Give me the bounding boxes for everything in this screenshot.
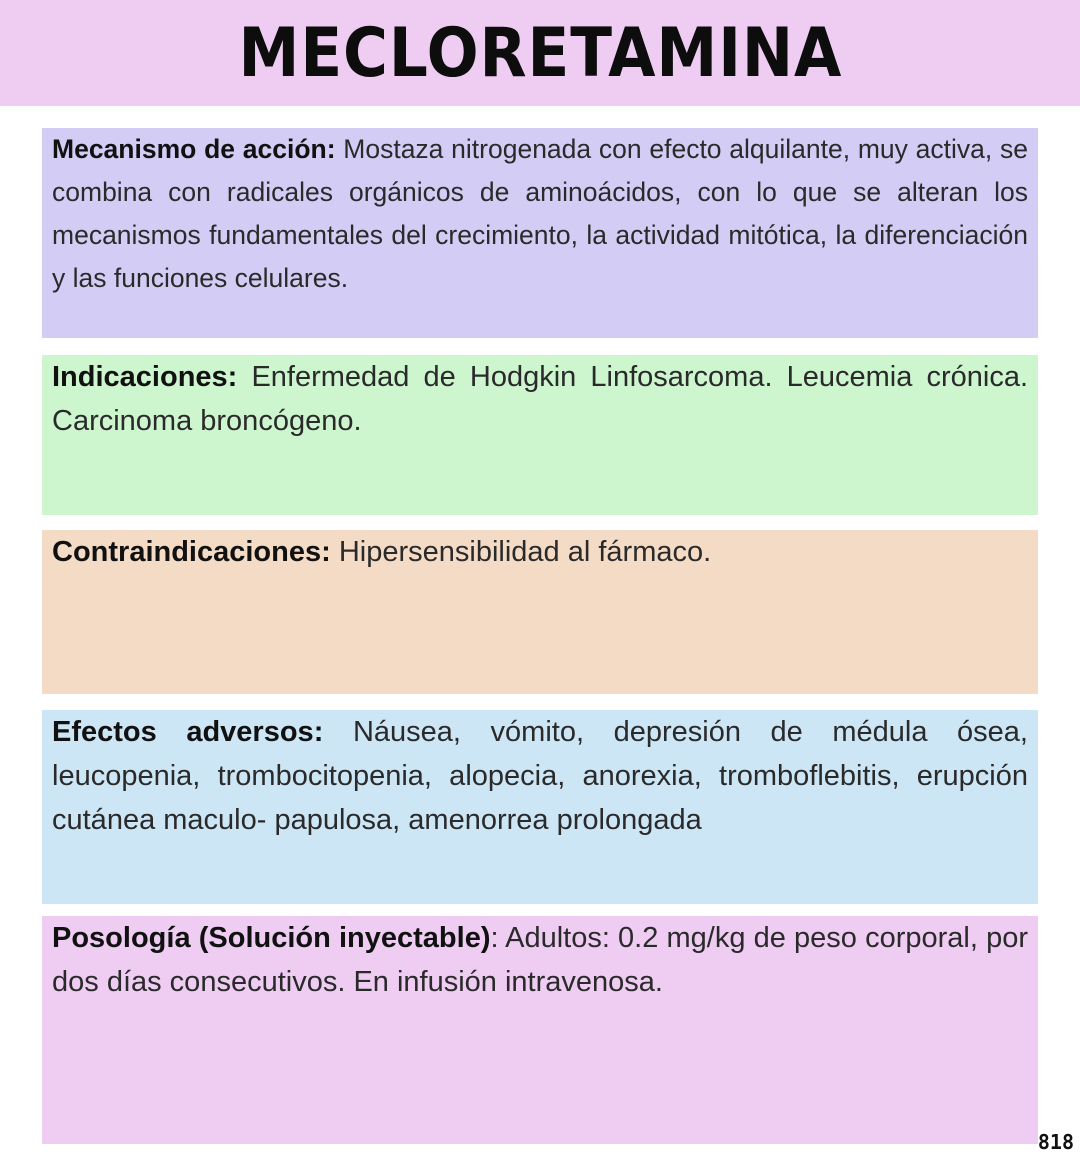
- mecanismo-section: [42, 128, 1038, 338]
- page-title: MECLORETAMINA: [238, 13, 842, 93]
- indicaciones-section: [42, 355, 1038, 515]
- efectos-adversos-label: Efectos adversos:: [52, 716, 324, 748]
- efectos-adversos-text: Náusea, vómito, depresión de médula ósea, leucopenia, trombocitopenia, alopecia, anorexia, tromboflebitis, erupción cutánea maculo- papulosa, amenorrea prolongada: [52, 716, 1028, 836]
- contraindicaciones-section: [42, 530, 1038, 694]
- contraindicaciones-text: Hipersensibilidad al fármaco.: [338, 536, 712, 568]
- posologia-section: [42, 916, 1038, 1144]
- mecanismo-text: Mostaza nitrogenada con efecto alquilante, muy activa, se combina con radicales orgánicos de aminoácidos, con lo que se alteran los mecanismos fundamentales del crecimiento, la actividad mitótica, la diferenciación y las funciones celulares.: [52, 134, 1028, 293]
- posologia-label: Posología (Solución inyectable): [52, 922, 491, 954]
- title-band: [0, 0, 1080, 106]
- indicaciones-text: Enfermedad de Hodgkin Linfosarcoma. Leucemia crónica. Carcinoma broncógeno.: [52, 361, 1028, 437]
- indicaciones-label: Indicaciones:: [52, 361, 238, 393]
- mecanismo-label: Mecanismo de acción:: [52, 134, 336, 164]
- posologia-text: : Adultos: 0.2 mg/kg de peso corporal, por dos días consecutivos. En infusión intravenosa.: [52, 922, 1028, 998]
- efectos-adversos-section: [42, 710, 1038, 904]
- contraindicaciones-label: Contraindicaciones:: [52, 536, 331, 568]
- page-number: 818: [1037, 1130, 1074, 1154]
